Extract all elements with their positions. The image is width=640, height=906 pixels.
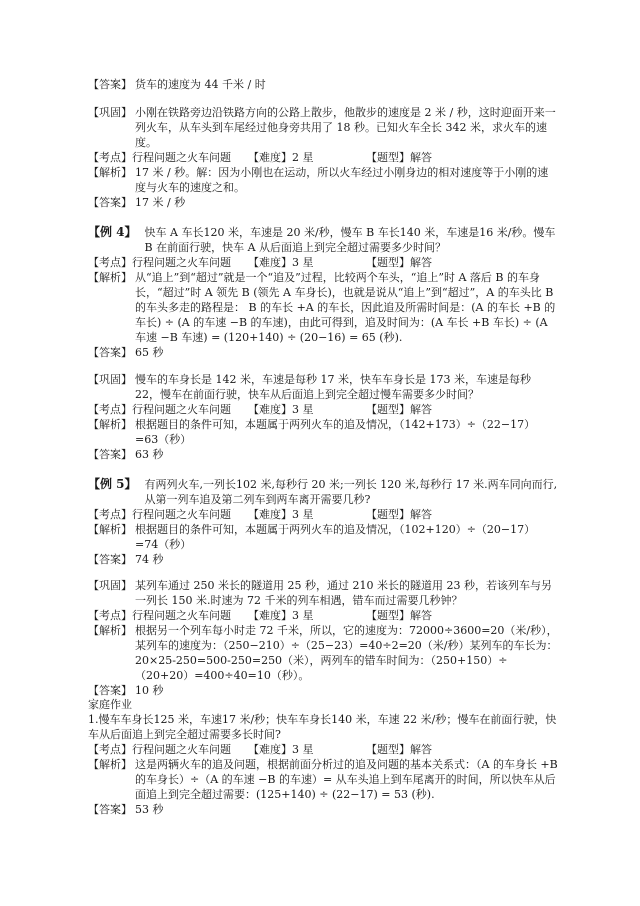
point-tag: 【考点】	[88, 508, 132, 521]
type-text: 解答	[410, 151, 432, 164]
difficulty-text: 3 星	[292, 256, 314, 269]
answer-tag: 【答案】	[88, 78, 132, 91]
meta-row	[88, 150, 558, 165]
answer-tag: 【答案】	[88, 448, 132, 461]
example-5-block	[88, 477, 558, 567]
difficulty-text: 3 星	[292, 508, 314, 521]
difficulty-text: 2 星	[292, 151, 314, 164]
meta-row	[88, 608, 558, 623]
type-tag: 【题型】	[366, 609, 410, 622]
meta-row	[88, 255, 558, 270]
difficulty-tag: 【难度】	[248, 743, 292, 756]
point-tag: 【考点】	[88, 609, 132, 622]
analysis-text: 根据题目的条件可知，本题属于两列火车的追及情况，（102+120）÷（20−17）=74（秒）	[135, 523, 536, 551]
example-label: 【例 5】	[88, 477, 137, 491]
answer-text: 63 秒	[135, 448, 164, 461]
type-tag: 【题型】	[366, 743, 410, 756]
difficulty-tag: 【难度】	[248, 256, 292, 269]
analysis-text: 这是两辆火车的追及问题，根据前面分析过的追及问题的基本关系式：（A 的车身长 +B 的车身长）÷（A 的车速 −B 的车速）= 从车头追上到车尾离开的时间，所以快车从后面追上到完全超过需要：(125+140) ÷ (22−17) = 53 (秒).	[135, 758, 558, 801]
meta-row	[88, 507, 558, 522]
analysis-text: 根据另一个列车每小时走 72 千米，所以，它的速度为：72000÷3600=20（米/秒），某列车的速度为：（250−210）÷（25−23）=40÷2=20（米/秒）某列车的车长为：20×25-250=500-250=250（米），两列车的错车时间为：（250+150）÷（20+20）=400÷40=10（秒）。	[135, 624, 558, 682]
answer-text: 货车的速度为 44 千米 / 时	[135, 78, 266, 91]
type-text: 解答	[410, 743, 432, 756]
consolidate-tag: 【巩固】	[88, 373, 132, 386]
answer-block-0	[88, 77, 558, 92]
topic-text: 行程问题之火车问题	[132, 743, 231, 756]
consolidate-block-1	[88, 105, 558, 210]
difficulty-text: 3 星	[292, 403, 314, 416]
analysis-text: 17 米 / 秒。解：因为小刚也在运动，所以火车经过小刚身边的相对速度等于小刚的速度与火车的速度之和。	[135, 166, 549, 194]
consolidate-tag: 【巩固】	[88, 106, 132, 119]
analysis-tag: 【解析】	[88, 418, 132, 431]
difficulty-text: 3 星	[292, 743, 314, 756]
consolidate-block-2	[88, 372, 558, 462]
analysis-text: 根据题目的条件可知，本题属于两列火车的追及情况，（142+173）÷（22−17）=63（秒）	[135, 418, 536, 446]
difficulty-tag: 【难度】	[248, 403, 292, 416]
point-tag: 【考点】	[88, 403, 132, 416]
example-label: 【例 4】	[88, 225, 137, 239]
type-text: 解答	[410, 508, 432, 521]
type-tag: 【题型】	[366, 403, 410, 416]
homework-title: 家庭作业	[88, 698, 132, 711]
answer-text: 10 秒	[135, 684, 164, 697]
answer-tag: 【答案】	[88, 553, 132, 566]
type-text: 解答	[410, 609, 432, 622]
topic-text: 行程问题之火车问题	[132, 609, 231, 622]
difficulty-tag: 【难度】	[248, 609, 292, 622]
analysis-text: 从“追上”到“超过”就是一个“追及”过程，比较两个车头，“追上”时 A 落后 B 的车身长，“超过”时 A 领先 B (领先 A 车身长)，也就是说从“追上”到“超过”，A 的车头比 B 的车头多走的路程是： B 的车长 +A 的车长，因此追及所需时间是：(A 的车长 +B 的车长) ÷ (A 的车速 −B 的车速)，由此可得到，追及时间为：(A 车长 +B 车长) ÷ (A 车速 −B 车速) = (120+140) ÷ (20−16) = 65 (秒).	[135, 271, 556, 344]
type-tag: 【题型】	[366, 508, 410, 521]
answer-tag: 【答案】	[88, 684, 132, 697]
answer-tag: 【答案】	[88, 803, 132, 816]
analysis-tag: 【解析】	[88, 523, 132, 536]
answer-tag: 【答案】	[88, 346, 132, 359]
question-text: 某列车通过 250 米长的隧道用 25 秒，通过 210 米长的隧道用 23 秒，若该列车与另一列长 150 米.时速为 72 千米的列车相遇，错车而过需要几秒钟？	[135, 579, 552, 607]
difficulty-tag: 【难度】	[248, 508, 292, 521]
difficulty-text: 3 星	[292, 609, 314, 622]
meta-row	[88, 402, 558, 417]
meta-row	[88, 742, 558, 757]
point-tag: 【考点】	[88, 151, 132, 164]
question-text: 慢车的车身长是 142 米，车速是每秒 17 米，快车车身长是 173 米，车速是每秒 22，慢车在前面行驶，快车从后面追上到完全超过慢车需要多少时间？	[135, 373, 531, 401]
analysis-tag: 【解析】	[88, 271, 132, 284]
consolidate-tag: 【巩固】	[88, 579, 132, 592]
question-text: 快车 A 车长120 米，车速是 20 米/秒，慢车 B 车长140 米，车速是16 米/秒。慢车 B 在前面行驶，快车 A 从后面追上到完全超过需要多少时间？	[144, 226, 556, 254]
difficulty-tag: 【难度】	[248, 151, 292, 164]
analysis-tag: 【解析】	[88, 758, 132, 771]
topic-text: 行程问题之火车问题	[132, 256, 231, 269]
topic-text: 行程问题之火车问题	[132, 151, 231, 164]
answer-tag: 【答案】	[88, 196, 132, 209]
topic-text: 行程问题之火车问题	[132, 508, 231, 521]
homework-question: 1.慢车车身长125 米，车速17 米/秒；快车车身长140 米，车速 22 米/秒；慢车在前面行驶，快车从后面追上到完全超过需要多长时间?	[88, 713, 557, 741]
analysis-tag: 【解析】	[88, 166, 132, 179]
type-tag: 【题型】	[366, 151, 410, 164]
answer-text: 53 秒	[135, 803, 164, 816]
point-tag: 【考点】	[88, 743, 132, 756]
answer-text: 17 米 / 秒	[135, 196, 186, 209]
question-text: 有两列火车,一列长102 米,每秒行 20 米;一列长 120 米,每秒行 17 米.两车同向而行,从第一列车追及第二列车到两车离开需要几秒?	[144, 478, 558, 506]
answer-text: 74 秒	[135, 553, 164, 566]
analysis-tag: 【解析】	[88, 624, 132, 637]
type-text: 解答	[410, 403, 432, 416]
homework-block	[88, 697, 558, 817]
point-tag: 【考点】	[88, 256, 132, 269]
answer-text: 65 秒	[135, 346, 164, 359]
consolidate-block-3	[88, 578, 558, 698]
type-tag: 【题型】	[366, 256, 410, 269]
type-text: 解答	[410, 256, 432, 269]
example-4-block	[88, 225, 558, 360]
topic-text: 行程问题之火车问题	[132, 403, 231, 416]
question-text: 小刚在铁路旁边沿铁路方向的公路上散步，他散步的速度是 2 米 / 秒，这时迎面开来一列火车，从车头到车尾经过他身旁共用了 18 秒。已知火车全长 342 米，求火车的速度。	[135, 106, 556, 149]
